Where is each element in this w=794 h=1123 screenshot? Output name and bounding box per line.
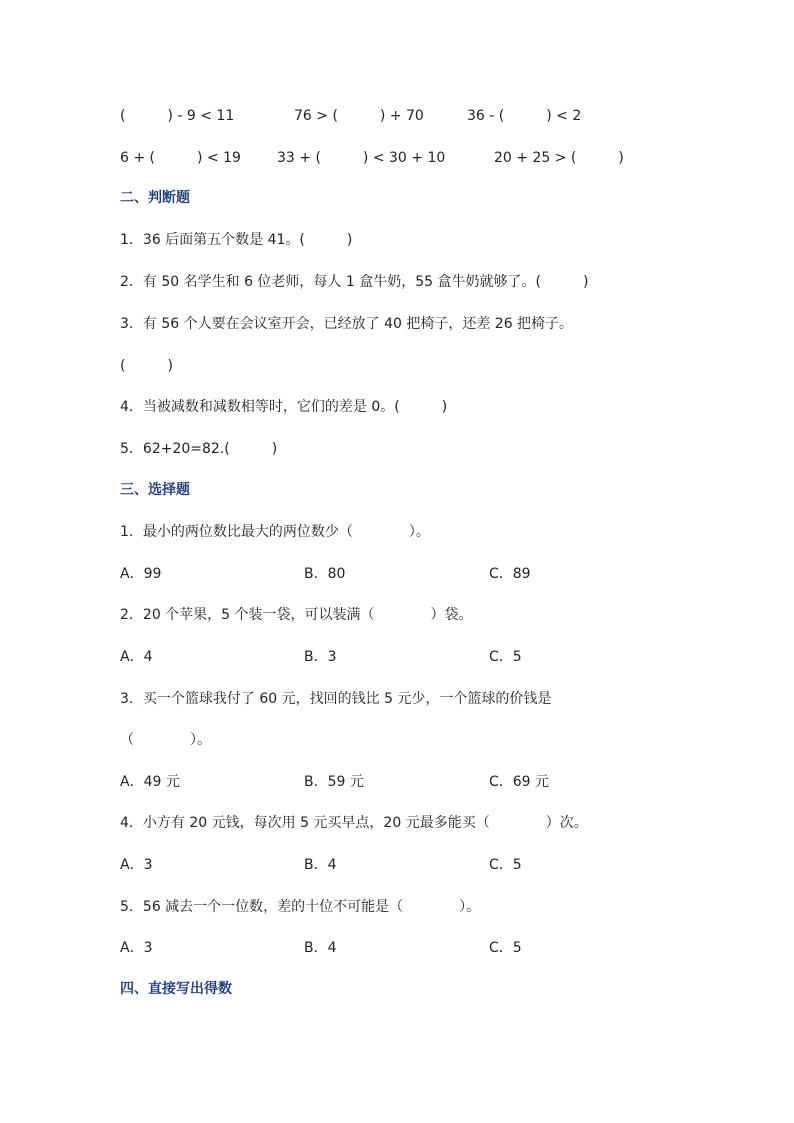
compare-item: 20 + 25 > ( ) <box>494 150 624 166</box>
choice-question-stem: 3．买一个篮球我付了 60 元，找回的钱比 5 元少，一个篮球的价钱是 <box>120 691 552 707</box>
section-title-judgement: 二、判断题 <box>120 190 190 206</box>
judgement-item-continued: ( ) <box>120 358 173 374</box>
judgement-item: 3．有 56 个人要在会议室开会，已经放了 40 把椅子，还差 26 把椅子。 <box>120 316 574 332</box>
choice-option-a: A．3 <box>120 940 153 956</box>
choice-option-c: C．5 <box>489 649 522 665</box>
compare-item: 76 > ( ) + 70 <box>294 108 424 124</box>
choice-option-a: A．99 <box>120 566 162 582</box>
choice-option-a: A．3 <box>120 857 153 873</box>
compare-item: 36 - ( ) < 2 <box>467 108 582 124</box>
choice-option-c: C．89 <box>489 566 531 582</box>
choice-option-c: C．5 <box>489 857 522 873</box>
choice-question-stem: 5．56 减去一个一位数，差的十位不可能是（ ）。 <box>120 899 481 915</box>
choice-option-b: B．59 元 <box>304 774 364 790</box>
choice-option-b: B．3 <box>304 649 337 665</box>
choice-question-stem: 1．最小的两位数比最大的两位数少（ ）。 <box>120 524 430 540</box>
choice-option-b: B．80 <box>304 566 346 582</box>
choice-option-a: A．4 <box>120 649 153 665</box>
choice-option-a: A．49 元 <box>120 774 180 790</box>
choice-option-b: B．4 <box>304 940 337 956</box>
compare-item: ( ) - 9 < 11 <box>120 108 235 124</box>
judgement-item: 1．36 后面第五个数是 41。( ) <box>120 232 353 248</box>
judgement-item: 5．62+20=82.( ) <box>120 441 278 457</box>
choice-option-b: B．4 <box>304 857 337 873</box>
choice-question-stem-continued: （ ）。 <box>120 732 211 748</box>
section-title-choice: 三、选择题 <box>120 482 190 498</box>
judgement-item: 2．有 50 名学生和 6 位老师，每人 1 盒牛奶，55 盒牛奶就够了。( ) <box>120 274 589 290</box>
choice-question-stem: 4．小方有 20 元钱，每次用 5 元买早点，20 元最多能买（ ）次。 <box>120 815 588 831</box>
choice-question-stem: 2．20 个苹果，5 个装一袋，可以装满（ ）袋。 <box>120 607 473 623</box>
compare-item: 6 + ( ) < 19 <box>120 150 241 166</box>
choice-option-c: C．69 元 <box>489 774 550 790</box>
section-title-direct-answers: 四、直接写出得数 <box>120 981 232 997</box>
choice-option-c: C．5 <box>489 940 522 956</box>
judgement-item: 4．当被减数和减数相等时，它们的差是 0。( ) <box>120 399 448 415</box>
compare-item: 33 + ( ) < 30 + 10 <box>277 150 446 166</box>
